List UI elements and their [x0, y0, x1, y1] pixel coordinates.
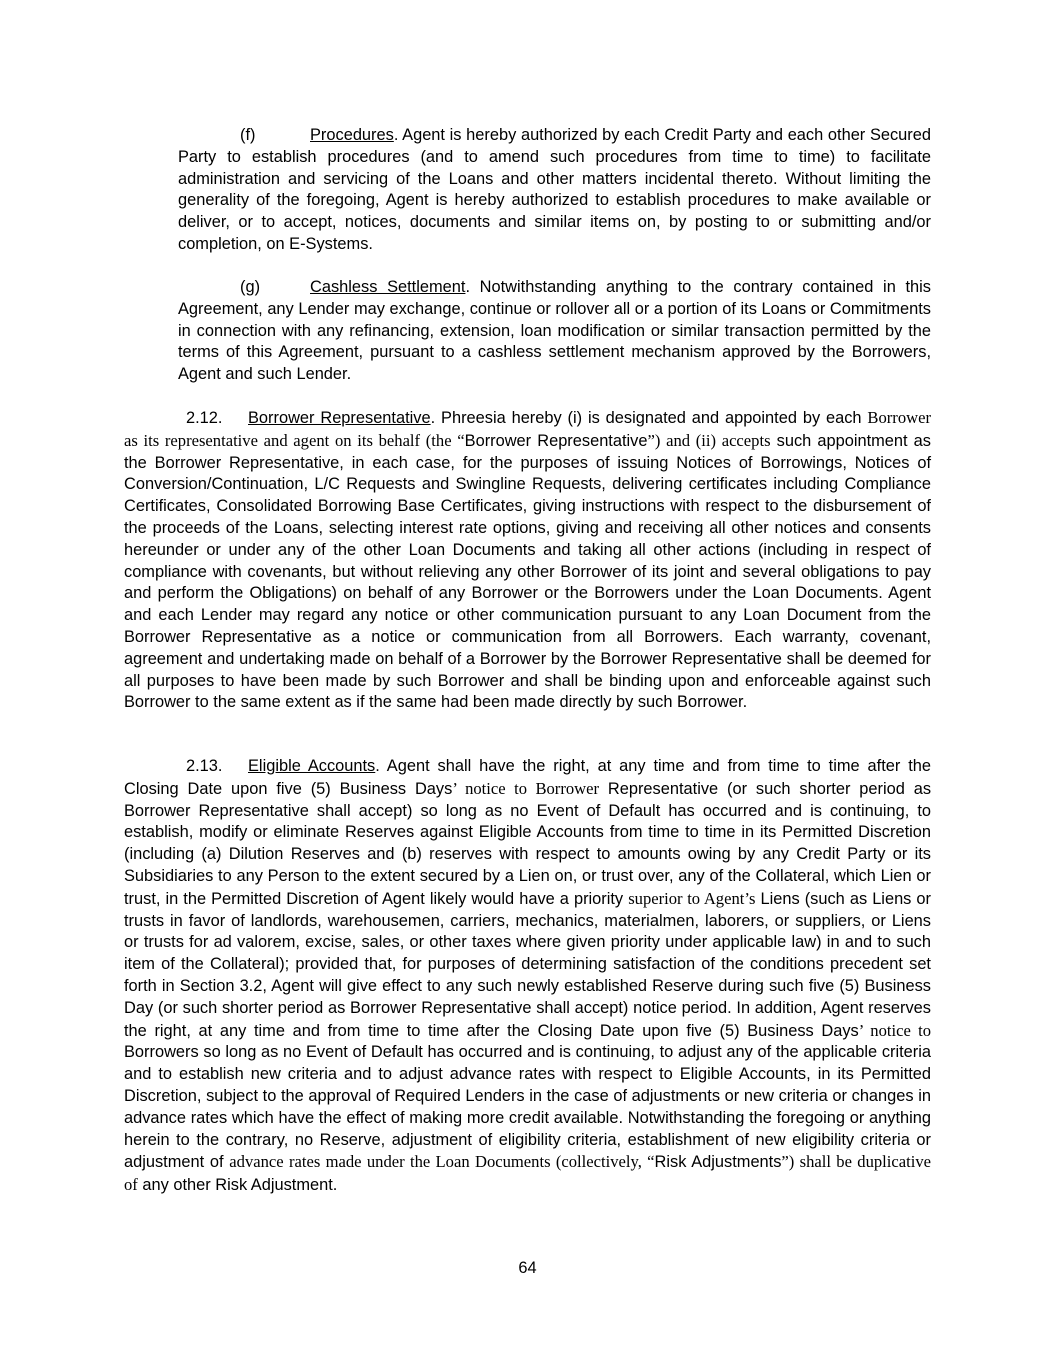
section-body: Borrowers so long as no Event of Default has occurred and is continuing, to adjust any of the applicable criteria and to establish new criteria and to adjust advance rates with respect to Eligible Accounts, in its Permitted Discretion, subject to the approval of Required Lenders in the case of adjustments or new criteria or changes in advance rates which have the effect of making more credit available. Notwithstanding the foregoing or anything herein to the contrary, no Reserve, adjustment of eligibility criteria, establishment of new eligibility criteria or adjustment of — [124, 1043, 931, 1172]
clause-heading: Procedures — [310, 126, 394, 144]
section-body: Liens (such as Liens or trusts in favor of landlords, warehousemen, carriers, mechanics, materialmen, laborers, or suppliers, or Liens or trusts for ad valorem, excise, sales, or other taxes where given priority under applicable law) in and to such item of the Collateral); provided that, for purposes of determining satisfaction of the conditions precedent set forth in Section 3.2, Agent will give effect to any such newly established Reserve during such five (5) Business Day (or such shorter period as Borrower Representative shall accept) notice period. In addition, Agent reserves the right, at any time and from time to time after the Closing Date upon five (5) Business Days — [124, 889, 931, 1040]
clause-label: (g) — [240, 278, 261, 296]
paragraph-f-procedures — [178, 125, 931, 256]
section-body: such appointment as the Borrower Representative, in each case, for the purposes of issuing Notices of Borrowings, Notices of Conversion/Continuation, L/C Requests and Swingline Requests, delivering certificates including Compliance Certificates, Consolidated Borrowing Base Certificates, giving instructions with respect to the disbursement of the proceeds of the Loans, selecting interest rate options, giving and receiving all other notices and consents hereunder or under any of the other Loan Documents and taking all other actions (including in respect of compliance with covenants, but without relieving any other Borrower of its joint and several obligations to pay and perform the Obligations) on behalf of any Borrower or the Borrowers under the Loan Documents. Agent and each Lender may regard any notice or other communication pursuant to any Loan Document from the Borrower Representative as a notice or communication from all Borrowers. Each warranty, covenant, agreement and undertaking made on behalf of a Borrower by the Borrower Representative shall be deemed for all purposes to have been made by such Borrower and shall be binding upon and enforceable against such Borrower to the same extent as if the same had been made directly by such Borrower. — [124, 431, 931, 712]
section-body: Representative (or such shorter period as Borrower Representative shall accept) so long as no Event of Default has occurred and is continuing, to establish, modify or eliminate Reserves against Eligible Accounts from time to time in its Permitted Discretion (including (a) Dilution Reserves and (b) reserves with respect to amounts owing by any Credit Party or its Subsidiaries to any Person to the extent secured by a Lien on, or trust over, any of the Collateral, which Lien or trust, in the Permitted Discretion of Agent likely would have a priority — [124, 779, 932, 908]
section-2-12-borrower-representative — [124, 407, 931, 714]
section-body-serif: advance rates made under the Loan Documents (collectively, “ — [229, 1152, 655, 1172]
section-body-serif: ’ notice to Borrower — [452, 778, 600, 798]
section-heading: Eligible Accounts — [248, 757, 376, 775]
clause-heading: Cashless Settlement — [310, 278, 466, 296]
clause-label: (f) — [240, 126, 256, 144]
section-body: any other Risk Adjustment. — [137, 1176, 338, 1195]
section-body-serif: superior to Agent’s — [628, 888, 756, 908]
section-body: . Agent shall have the right, at any time and from time to time after the Closing Date upon five (5) Business Days — [124, 757, 931, 798]
defined-term: Risk Adjustments — [654, 1153, 782, 1172]
section-heading: Borrower Representative — [248, 409, 431, 427]
section-number: 2.12. — [186, 409, 223, 427]
section-2-13-eligible-accounts — [124, 756, 931, 1197]
section-number: 2.13. — [186, 757, 223, 775]
defined-term: Borrower Representative — [464, 431, 648, 450]
clause-body: . Agent is hereby authorized by each Credit Party and each other Secured Party to establish procedures (and to amend such procedures from time to time) to facilitate administration and servicing of the Loans and other matters incidental thereto. Without limiting the generality of the foregoing, Agent is hereby authorized to establish procedures to make available or deliver, or to accept, notices, documents and similar items on, by posting to or submitting and/or completion, on E-Systems. — [178, 126, 931, 253]
section-body: . Phreesia hereby (i) is designated and appointed by each — [430, 409, 868, 427]
section-body-serif: ”) and (ii) accepts — [647, 430, 771, 450]
paragraph-g-cashless-settlement — [178, 277, 931, 386]
clause-body: . Notwithstanding anything to the contrary contained in this Agreement, any Lender may exchange, continue or rollover all or a portion of its Loans or Commitments in connection with any refinancing, extension, loan modification or similar transaction permitted by the terms of this Agreement, pursuant to a cashless settlement mechanism approved by the Borrowers, Agent and such Lender. — [178, 278, 931, 384]
section-body-serif: Borrower as its representative and agent on its behalf (the “ — [124, 408, 931, 450]
page-number: 64 — [518, 1259, 537, 1277]
section-body-serif: ”) shall be duplicative of — [124, 1152, 931, 1195]
section-body-serif: ’ notice to — [858, 1020, 932, 1040]
